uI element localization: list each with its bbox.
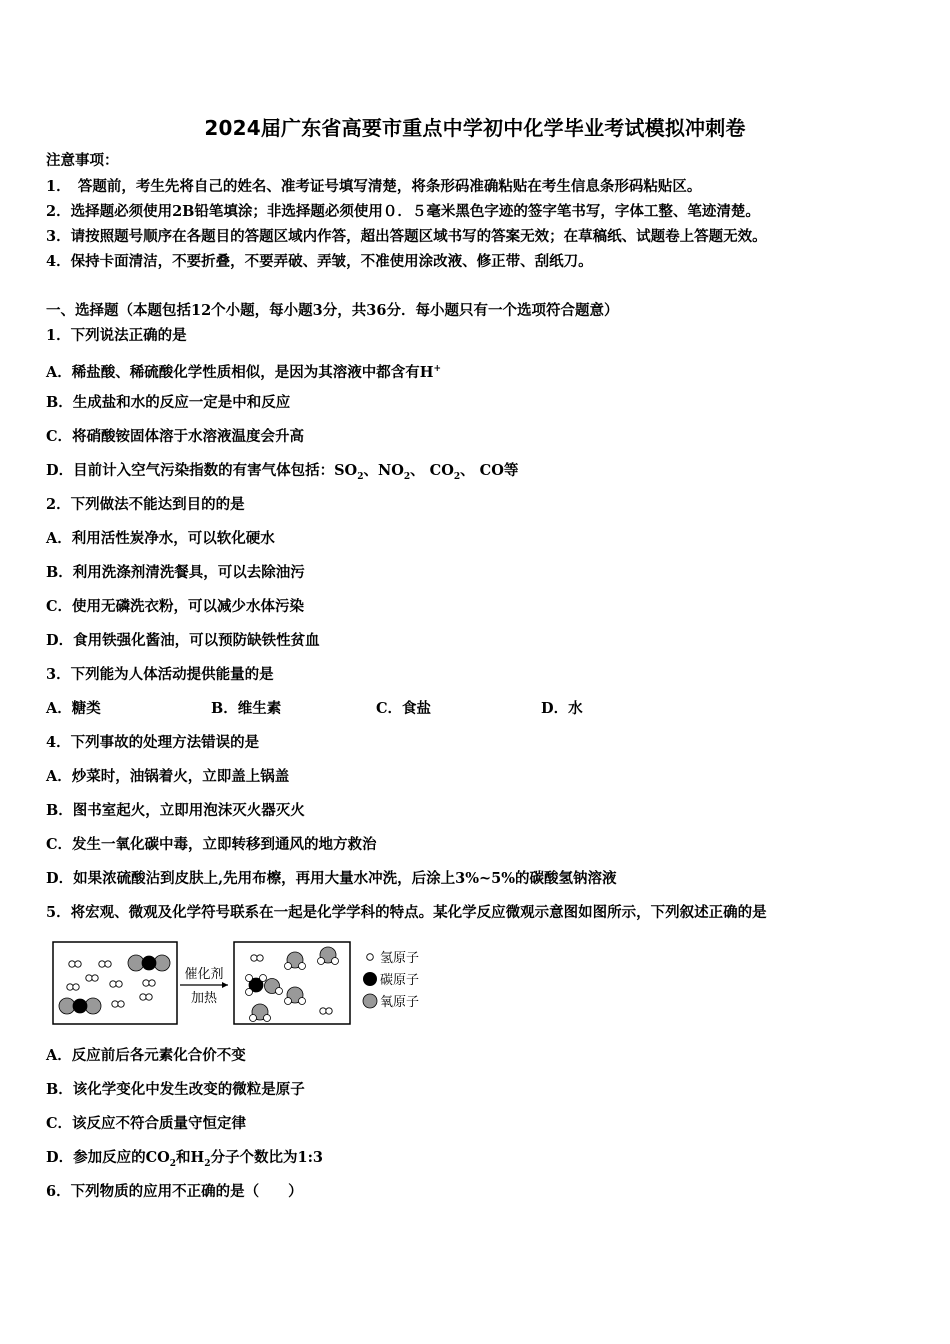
question-2-stem: 2．下列做法不能达到目的的是 [46, 496, 245, 513]
question-2-option-d: D．食用铁强化酱油，可以预防缺铁性贫血 [46, 632, 320, 649]
arrow-label-catalyst: 催化剂 [184, 967, 224, 982]
question-2-option-a: A．利用活性炭净水，可以软化硬水 [46, 530, 275, 547]
question-3-option-c: C．食盐 [376, 700, 432, 717]
reaction-diagram [52, 940, 432, 1028]
legend-hydrogen-label: 氢原子 [380, 951, 420, 966]
page-title: 2024届广东省高要市重点中学初中化学毕业考试模拟冲刺卷 [204, 116, 746, 140]
question-5-option-d: D．参加反应的$CO_2$和$H_2$分子个数比为1:3 [46, 1149, 324, 1169]
question-3-option-a: A．糖类 [46, 700, 101, 717]
legend-carbon-label: 碳原子 [380, 973, 420, 988]
legend-carbon-icon [363, 972, 377, 986]
diagram-legend [363, 951, 419, 1010]
question-1-option-a: A．稀盐酸、稀硫酸化学性质相似，是因为其溶液中都含有H+ [46, 363, 441, 381]
legend-oxygen-icon [363, 994, 377, 1008]
question-2-option-c: C．使用无磷洗衣粉，可以减少水体污染 [46, 598, 305, 615]
section-heading: 一、选择题（本题包括12个小题，每小题3分，共36分．每小题只有一个选项符合题意） [46, 302, 619, 319]
notice-heading: 注意事项： [46, 152, 119, 169]
product-methanol-molecule [246, 975, 283, 996]
question-5-option-b: B．该化学变化中发生改变的微粒是原子 [46, 1081, 305, 1098]
notice-item-1: 1． 答题前，考生先将自己的姓名、准考证号填写清楚，将条形码准确粘贴在考生信息条形码粘贴区。 [46, 178, 702, 195]
question-5-option-a: A．反应前后各元素化合价不变 [46, 1047, 246, 1064]
arrow-head [222, 982, 228, 988]
question-6-stem: 6．下列物质的应用不正确的是（ ） [46, 1183, 303, 1200]
notice-item-4: 4．保持卡面清洁，不要折叠，不要弄破、弄皱，不准使用涂改液、修正带、刮纸刀。 [46, 253, 593, 270]
question-4-option-d: D．如果浓硫酸沾到皮肤上,先用布檫，再用大量水冲洗，后涂上3%~5%的碳酸氢钠溶液 [46, 870, 617, 887]
question-5-stem: 5．将宏观、微观及化学符号联系在一起是化学学科的特点。某化学反应微观示意图如图所示，下列叙述正确的是 [46, 904, 767, 921]
arrow-label-heat: 加热 [190, 991, 218, 1006]
question-4-option-b: B．图书室起火，立即用泡沫灭火器灭火 [46, 802, 305, 819]
question-5-option-c: C．该反应不符合质量守恒定律 [46, 1115, 247, 1132]
question-3-stem: 3．下列能为人体活动提供能量的是 [46, 666, 274, 683]
question-1-option-d: D．目前计入空气污染指数的有害气体包括：$SO_2$、$NO_2$、 $CO_2$、 CO等 [46, 462, 519, 482]
question-1-option-b: B．生成盐和水的反应一定是中和反应 [46, 394, 291, 411]
question-4-option-a: A．炒菜时，油锅着火，立即盖上锅盖 [46, 768, 290, 785]
question-4-stem: 4．下列事故的处理方法错误的是 [46, 734, 260, 751]
notice-item-2: 2．选择题必须使用2B铅笔填涂；非选择题必须使用０．５毫米黑色字迹的签字笔书写，字体工整、笔迹清楚。 [46, 203, 760, 220]
question-1-option-c: C．将硝酸铵固体溶于水溶液温度会升高 [46, 428, 305, 445]
question-1-stem: 1．下列说法正确的是 [46, 327, 187, 344]
legend-oxygen-label: 氧原子 [380, 995, 420, 1010]
question-3-option-b: B．维生素 [211, 700, 282, 717]
question-4-option-c: C．发生一氧化碳中毒，立即转移到通风的地方救治 [46, 836, 377, 853]
legend-hydrogen-icon [367, 954, 374, 961]
question-2-option-b: B．利用洗涤剂清洗餐具，可以去除油污 [46, 564, 305, 581]
notice-item-3: 3．请按照题号顺序在各题目的答题区域内作答，超出答题区域书写的答案无效；在草稿纸、试题卷上答题无效。 [46, 228, 767, 245]
question-3-options [46, 700, 583, 718]
question-3-option-d: D．水 [541, 700, 583, 717]
